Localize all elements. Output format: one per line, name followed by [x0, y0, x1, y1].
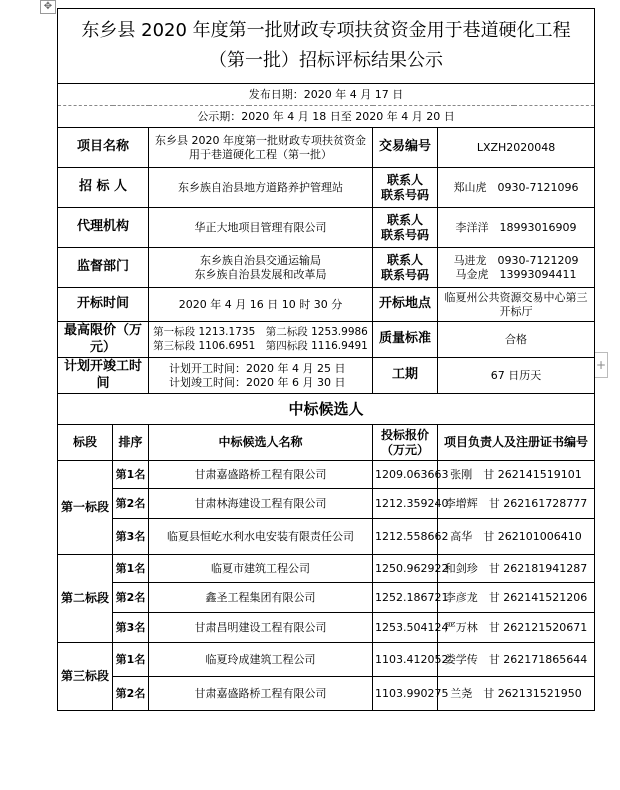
quality-label: 质量标准 — [373, 322, 438, 358]
title-line-1: 东乡县 2020 年度第一批财政专项扶贫资金用于巷道硬化工程 — [81, 20, 571, 42]
table-row — [58, 461, 595, 489]
supervision-label: 监督部门 — [58, 248, 149, 288]
agency-contact-label: 联系人 联系号码 — [373, 208, 438, 248]
page-title — [58, 9, 595, 84]
rank-cell: 第1名 — [113, 643, 149, 677]
manager-cell: 张刚 甘 262141519101 — [438, 461, 595, 489]
supervision-contact-label: 联系人 联系号码 — [373, 248, 438, 288]
lot-name: 第二标段 — [58, 555, 113, 643]
project-name-value: 东乡县 2020 年度第一批财政专项扶贫资金用于巷道硬化工程（第一批） — [149, 128, 373, 168]
rank-cell: 第2名 — [113, 677, 149, 711]
candidate-cell: 甘肃昌明建设工程有限公司 — [149, 613, 373, 643]
agency-contact-value: 李洋洋 18993016909 — [438, 208, 595, 248]
trade-no-value: LXZH2020048 — [438, 128, 595, 168]
candidate-cell: 临夏玲成建筑工程公司 — [149, 643, 373, 677]
tenderer-contact-label: 联系人 联系号码 — [373, 168, 438, 208]
title-line-2: （第一批）招标评标结果公示 — [209, 50, 444, 71]
period-value: 67 日历天 — [438, 358, 595, 394]
agency-label: 代理机构 — [58, 208, 149, 248]
supervision-value: 东乡族自治县交通运输局 东乡族自治县发展和改革局 — [149, 248, 373, 288]
rank-cell: 第2名 — [113, 489, 149, 519]
max-price-value: 第一标段 1213.1735 第二标段 1253.9986 第三标段 1106.6951 第四标段 1116.9491 — [149, 322, 373, 358]
price-cell: 1212.359240 — [373, 489, 438, 519]
table-row — [58, 555, 595, 583]
notice-period: 公示期：2020 年 4 月 18 日至 2020 年 4 月 20 日 — [58, 106, 595, 128]
plan-time-label: 计划开竣工时间 — [58, 358, 149, 394]
table-row — [58, 677, 595, 711]
manager-cell: 娄学传 甘 262171865644 — [438, 643, 595, 677]
candidate-cell: 临夏县恒屹水利水电安装有限责任公司 — [149, 519, 373, 555]
tenderer-contact-value: 郑山虎 0930-7121096 — [438, 168, 595, 208]
tenderer-label: 招 标 人 — [58, 168, 149, 208]
table-row — [58, 519, 595, 555]
table-row — [58, 583, 595, 613]
rank-cell: 第1名 — [113, 555, 149, 583]
price-cell: 1252.186721 — [373, 583, 438, 613]
trade-no-label: 交易编号 — [373, 128, 438, 168]
period-label: 工期 — [373, 358, 438, 394]
insert-row-handle[interactable]: + — [594, 352, 608, 378]
publish-date: 发布日期：2020 年 4 月 17 日 — [58, 84, 595, 106]
manager-cell: 李彦龙 甘 262141521206 — [438, 583, 595, 613]
price-cell: 1209.063663 — [373, 461, 438, 489]
header-rank: 排序 — [113, 425, 149, 461]
price-cell: 1250.962922 — [373, 555, 438, 583]
rank-cell: 第3名 — [113, 613, 149, 643]
lot-name: 第一标段 — [58, 461, 113, 555]
manager-cell: 李增辉 甘 262161728777 — [438, 489, 595, 519]
open-place-value: 临夏州公共资源交易中心第三开标厅 — [438, 288, 595, 322]
header-candidate: 中标候选人名称 — [149, 425, 373, 461]
price-cell: 1103.990275 — [373, 677, 438, 711]
quality-value: 合格 — [438, 322, 595, 358]
manager-cell: 兰尧 甘 262131521950 — [438, 677, 595, 711]
supervision-contact-value: 马进龙 0930-7121209 马金虎 13993094411 — [438, 248, 595, 288]
price-cell: 1103.412052 — [373, 643, 438, 677]
open-time-value: 2020 年 4 月 16 日 10 时 30 分 — [149, 288, 373, 322]
announcement-table — [57, 8, 595, 711]
manager-cell: 和剑珍 甘 262181941287 — [438, 555, 595, 583]
table-row — [58, 643, 595, 677]
agency-value: 华正大地项目管理有限公司 — [149, 208, 373, 248]
candidate-cell: 甘肃林海建设工程有限公司 — [149, 489, 373, 519]
price-cell: 1212.558662 — [373, 519, 438, 555]
project-name-label: 项目名称 — [58, 128, 149, 168]
table-row — [58, 489, 595, 519]
candidate-cell: 临夏市建筑工程公司 — [149, 555, 373, 583]
manager-cell: 严万林 甘 262121520671 — [438, 613, 595, 643]
plan-time-value: 计划开工时间：2020 年 4 月 25 日 计划竣工时间：2020 年 6 月 30 日 — [149, 358, 373, 394]
rank-cell: 第2名 — [113, 583, 149, 613]
document-page — [57, 8, 594, 711]
tenderer-value: 东乡族自治县地方道路养护管理站 — [149, 168, 373, 208]
manager-cell: 高华 甘 262101006410 — [438, 519, 595, 555]
header-lot: 标段 — [58, 425, 113, 461]
header-manager: 项目负责人及注册证书编号 — [438, 425, 595, 461]
section-title: 中标候选人 — [58, 394, 595, 425]
rank-cell: 第1名 — [113, 461, 149, 489]
candidate-cell: 甘肃嘉盛路桥工程有限公司 — [149, 461, 373, 489]
table-row — [58, 613, 595, 643]
lot-name: 第三标段 — [58, 643, 113, 711]
max-price-label: 最高限价（万元） — [58, 322, 149, 358]
candidate-cell: 鑫圣工程集团有限公司 — [149, 583, 373, 613]
header-price: 投标报价（万元） — [373, 425, 438, 461]
rank-cell: 第3名 — [113, 519, 149, 555]
table-move-handle[interactable]: ✥ — [40, 0, 56, 14]
candidate-cell: 甘肃嘉盛路桥工程有限公司 — [149, 677, 373, 711]
open-place-label: 开标地点 — [373, 288, 438, 322]
open-time-label: 开标时间 — [58, 288, 149, 322]
price-cell: 1253.504124 — [373, 613, 438, 643]
